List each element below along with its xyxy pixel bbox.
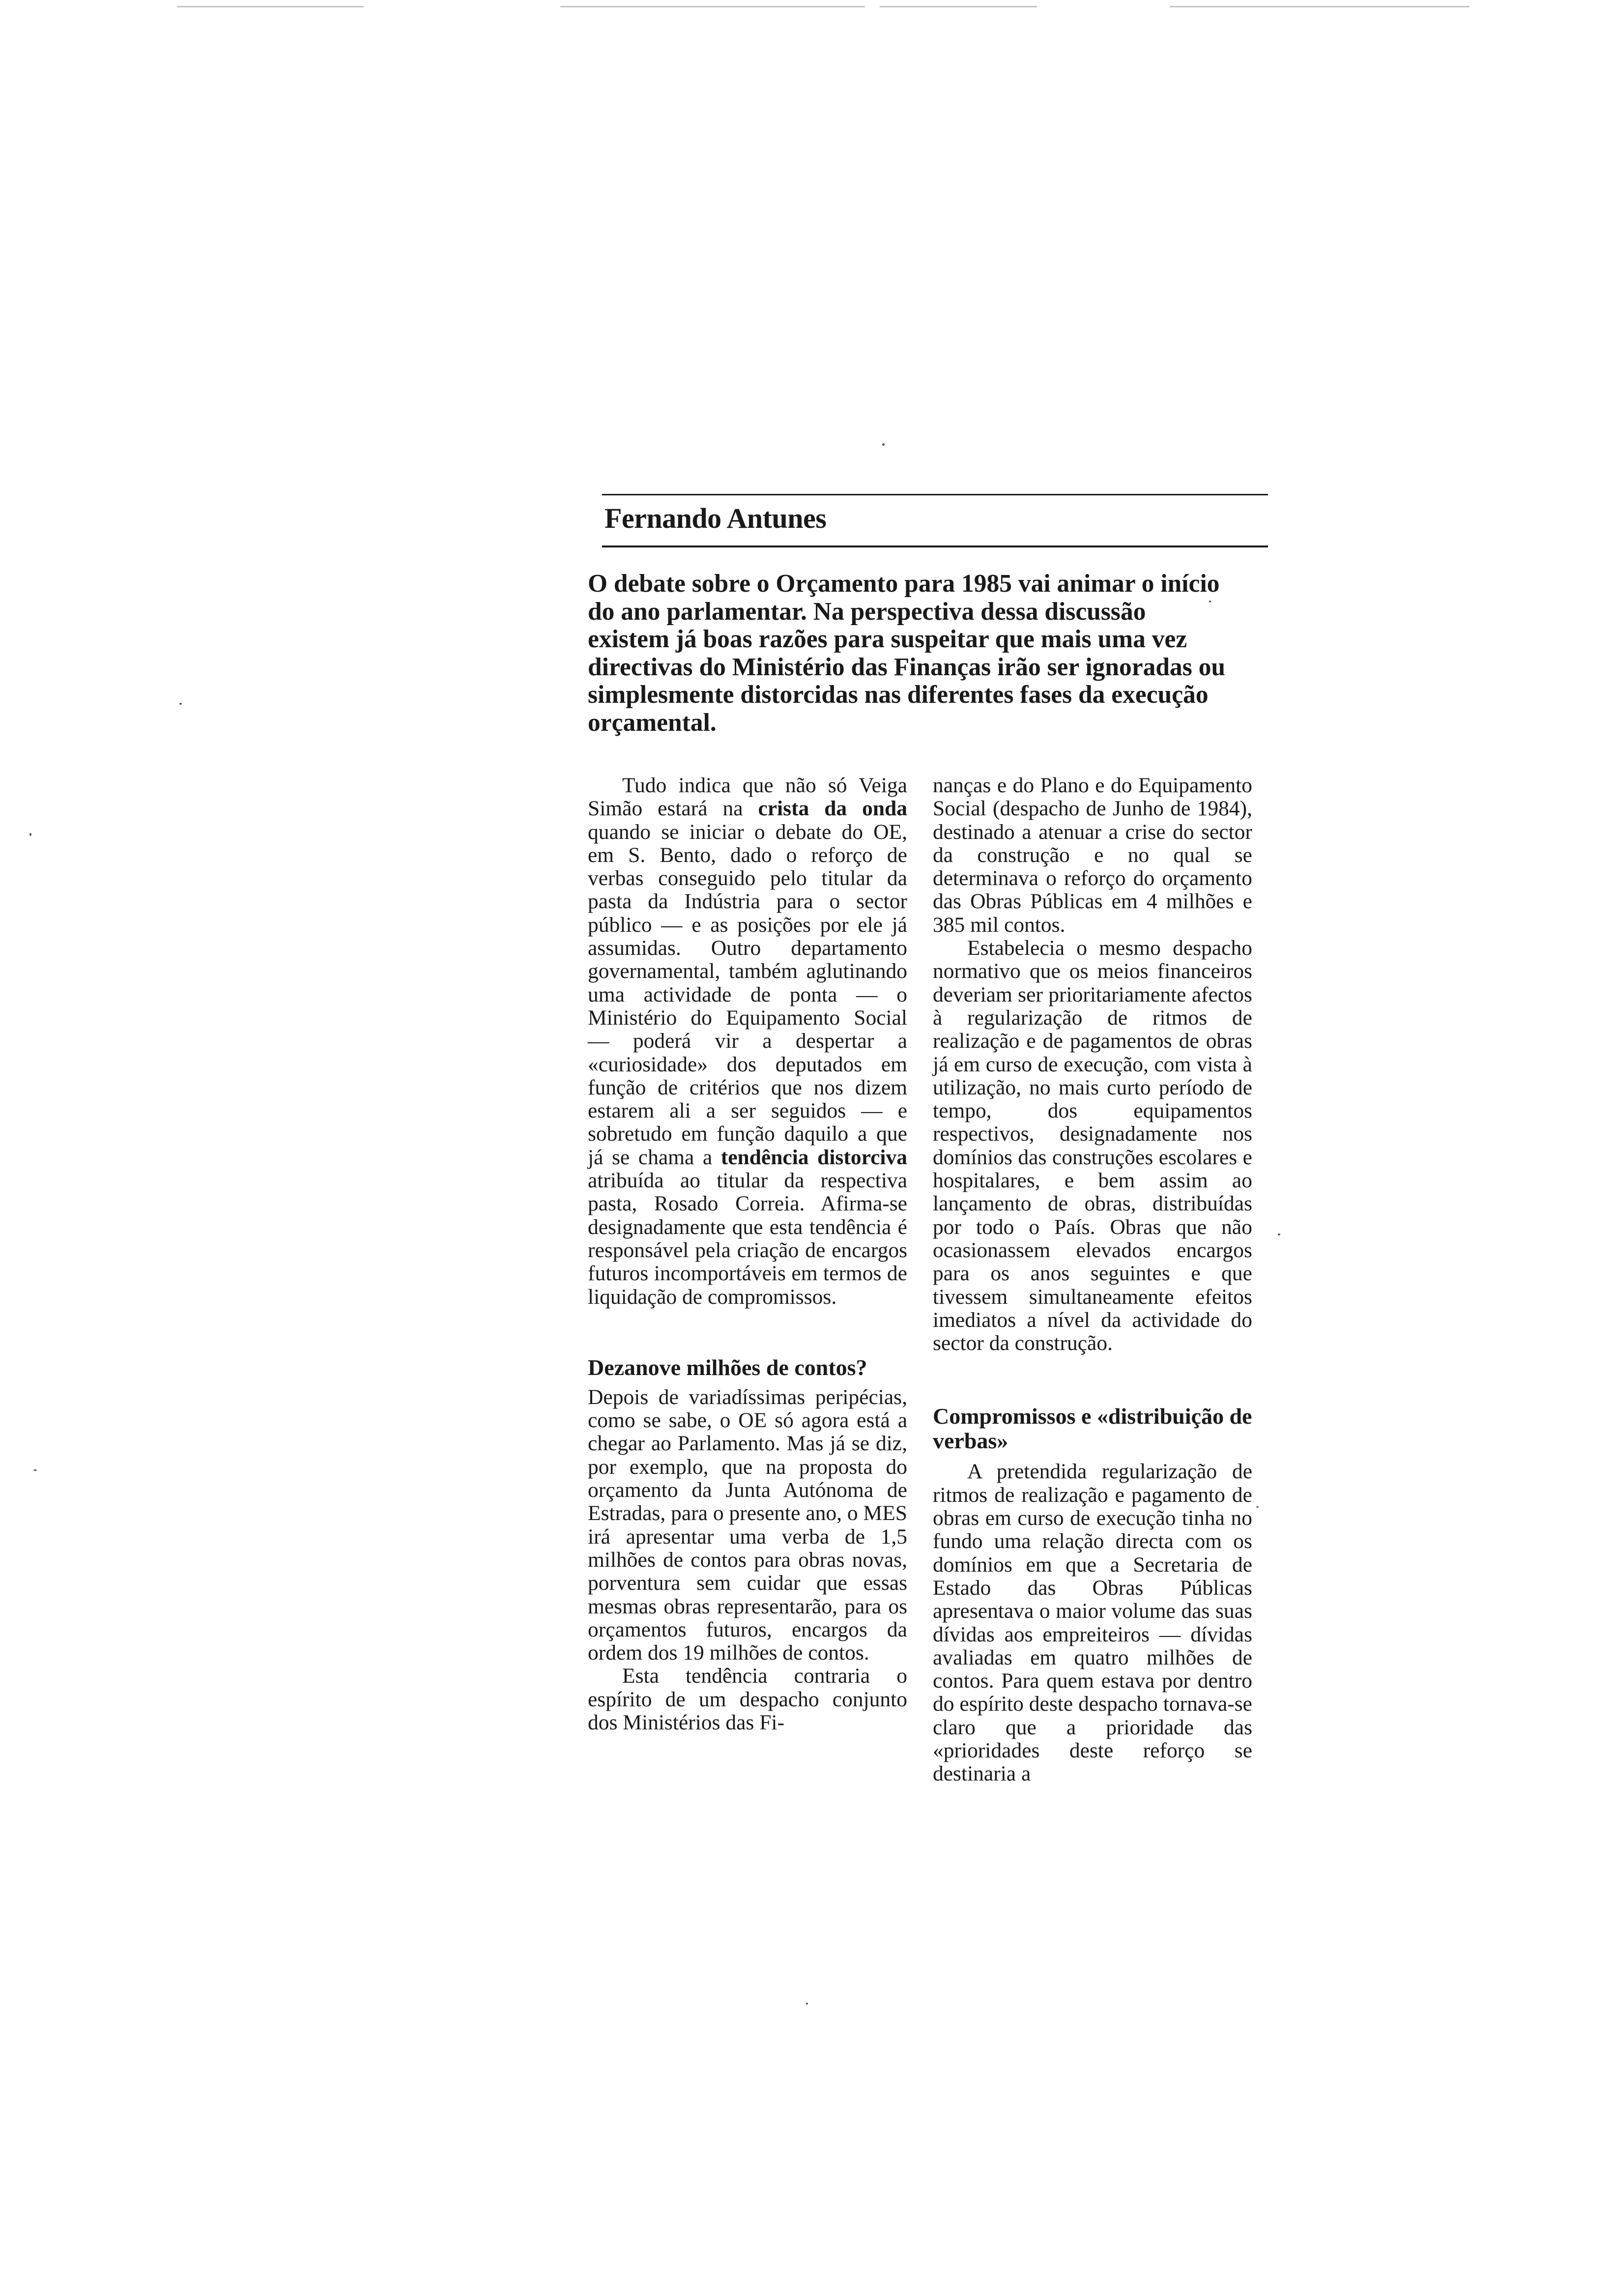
paragraph: Estabelecia o mesmo despacho normativo que os meios financeiros deveriam ser prioritariamente afectos à regularização de ritmos de realização e de pagamentos de obras já em curso de execução, com vista à utilização, no mais curto período de tempo, dos equipamentos respectivos, designadamente nos domínios das construções escolares e hospitalares, e bem assim ao lançamento de obras, distribuídas por todo o País. Obras que não ocasionassem elevados encargos para os anos seguintes e que tivessem simultaneamente efeitos imediatos a nível da actividade do sector da construção.: [933, 936, 1252, 1355]
scan-speck: [1278, 1234, 1280, 1235]
column-right: [933, 774, 1252, 1786]
paragraph-text: atribuída ao titular da respectiva pasta, Rosado Correia. Afirma-se designadamente que esta tendência é responsável pela criação de encargos futuros incomportáveis em termos de liquidação de compromissos.: [588, 1169, 907, 1309]
paragraph: nanças e do Plano e do Equipamento Social (despacho de Junho de 1984), destinado a atenuar a crise do sector da construção e no qual se determinava o reforço do orçamento das Obras Públicas em 4 milhões e 385 mil contos.: [933, 774, 1252, 937]
article-lead: O debate sobre o Orçamento para 1985 vai animar o início do ano parlamentar. Na perspectiva dessa discussão existem já boas razões para suspeitar que mais uma vez directivas do Ministério das Finanças irão ser ignoradas ou simplesmente distorcidas nas diferentes fases da execução orçamental.: [588, 570, 1226, 737]
emphasis-text: tendência distorciva: [720, 1145, 907, 1169]
scan-speck: [1256, 1506, 1259, 1508]
scan-edge-line: [880, 6, 1037, 7]
scan-edge-line: [177, 6, 364, 7]
emphasis-text: crista da onda: [758, 797, 907, 821]
scan-speck: [179, 703, 182, 705]
scan-speck: [33, 1469, 37, 1471]
scan-speck: [29, 833, 31, 836]
paragraph: Depois de variadíssimas peripécias, como se sabe, o OE só agora está a chegar ao Parlamento. Mas já se diz, por exemplo, que na proposta do orçamento da Junta Autónoma de Estradas, para o presente ano, o MES irá apresentar uma verba de 1,5 milhões de contos para obras novas, porventura sem cuidar que essas mesmas obras representarão, para os orçamentos futuros, encargos da ordem dos 19 milhões de contos.: [588, 1385, 907, 1665]
scan-edge-line: [1170, 6, 1469, 7]
scan-speck: [882, 443, 885, 446]
author-underline: [602, 545, 1268, 547]
paragraph: A pretendida regularização de ritmos de realização e pagamento de obras em curso de execução tinha no fundo uma relação directa com os domínios em que a Secretaria de Estado das Obras Públicas apresentava o maior volume das suas dívidas aos empreiteiros — dívidas avaliadas em quatro milhões de contos. Para quem estava por dentro do espírito deste despacho tornava-se claro que a prioridade das «prioridades deste reforço se destinaria a: [933, 1460, 1252, 1786]
paragraph: [588, 774, 907, 1309]
scan-edge-line: [560, 6, 865, 7]
paragraph: Esta tendência contraria o espírito de um despacho conjunto dos Ministérios das Fi-: [588, 1664, 907, 1734]
subheading: Dezanove milhões de contos?: [588, 1354, 867, 1380]
author-name: Fernando Antunes: [604, 502, 827, 534]
paragraph-text: quando se iniciar o debate do OE, em S. Bento, dado o reforço de verbas conseguido pelo titular da pasta da Indústria para o sector público — e as posições por ele já assumidas. Outro departamento governamental, também aglutinando uma actividade de ponta — o Ministério do Equipamento Social — poderá vir a despertar a «curiosidade» dos deputados em função de critérios que nos dizem estarem ali a ser seguidos — e sobretudo em função daquilo a que já se chama a: [588, 820, 907, 1169]
column-left: [588, 774, 907, 1734]
top-rule: [602, 494, 1268, 495]
paragraph-text: Tudo indica que não só Veiga Simão estará na: [588, 774, 907, 821]
scan-speck: [806, 2003, 808, 2005]
subheading: Compromissos e «distribuição de verbas»: [933, 1404, 1252, 1454]
